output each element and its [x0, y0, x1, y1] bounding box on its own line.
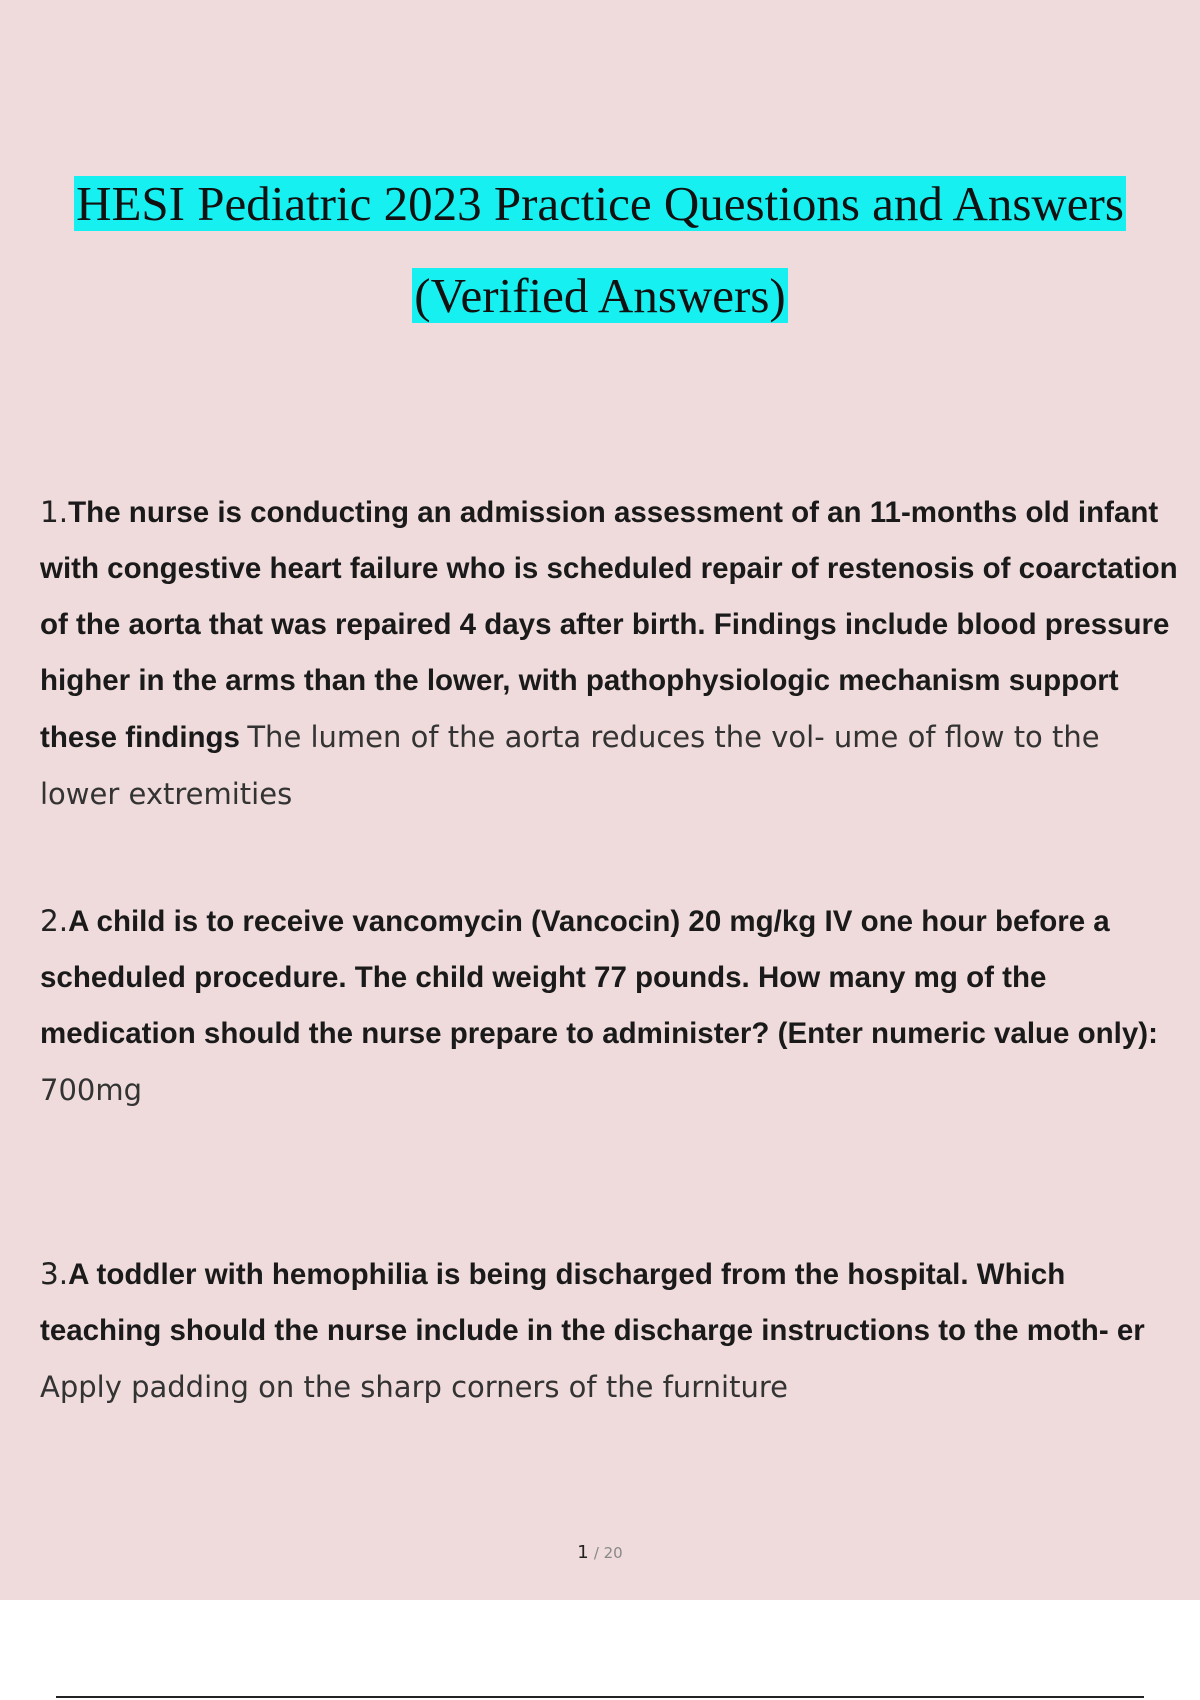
title-line-2 — [0, 250, 1200, 342]
question-number: 2. — [40, 904, 69, 938]
question-1 — [40, 484, 1180, 823]
question-text: The nurse is conducting an admission assessment of an 11-months old infant with congestive heart failure who is scheduled repair of restenosis of coarctation of the aorta that was repaired 4 days after birth. Findings include blood pressure higher in the arms than the lower, with pathophysiologic mechanism support these findings — [40, 496, 1178, 754]
footer-divider — [56, 1696, 1144, 1698]
question-3 — [40, 1246, 1180, 1416]
question-text: A toddler with hemophilia is being discharged from the hospital. Which teaching should the nurse include in the discharge instructions to the moth- er — [40, 1258, 1145, 1347]
question-answer: The lumen of the aorta reduces the vol- ume of flow to the lower extremities — [40, 720, 1100, 811]
document-title — [0, 158, 1200, 342]
question-number: 3. — [40, 1257, 69, 1291]
page-number — [0, 1542, 1200, 1563]
title-line-1 — [0, 158, 1200, 250]
title-text-1: HESI Pediatric 2023 Practice Questions and Answers — [76, 176, 1124, 231]
question-answer: 700mg — [40, 1073, 143, 1107]
page-total: / 20 — [593, 1544, 623, 1562]
title-text-2: (Verified Answers) — [414, 268, 786, 323]
page-current: 1 — [577, 1542, 589, 1563]
question-2 — [40, 893, 1180, 1119]
question-text: A child is to receive vancomycin (Vancocin) 20 mg/kg IV one hour before a scheduled procedure. The child weight 77 pounds. How many mg of the medication should the nurse prepare to administer? (Enter numeric value only): — [40, 905, 1158, 1050]
question-answer: Apply padding on the sharp corners of the furniture — [40, 1370, 788, 1404]
question-number: 1. — [40, 495, 69, 529]
